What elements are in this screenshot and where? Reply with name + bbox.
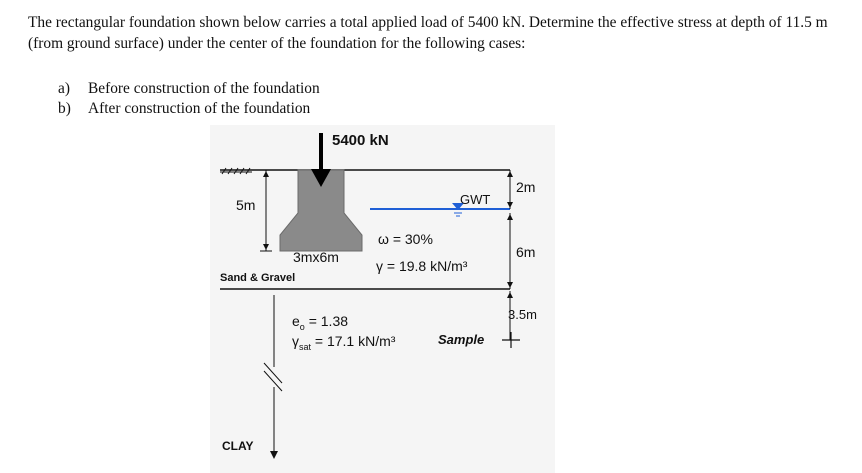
layer1-label: Sand & Gravel — [220, 272, 296, 284]
water-content-label: ω = 30% — [378, 231, 433, 247]
case-item-a — [58, 79, 320, 99]
sample-label: Sample — [438, 332, 485, 347]
case-list — [58, 79, 320, 119]
ground-hatch-icon — [220, 168, 252, 174]
axis-break-icon — [264, 363, 282, 383]
gamma-sat-subscript: sat — [299, 342, 312, 352]
void-ratio-symbol: e — [292, 313, 300, 329]
case-text: After construction of the foundation — [88, 100, 311, 117]
gamma-sat-label — [292, 333, 396, 352]
footing-size-label: 3mx6m — [293, 249, 339, 265]
problem-statement: The rectangular foundation shown below carries a total applied load of 5400 kN. Determine the effective stress at depth of 11.5 m (from ground surface) under the center of the foundation for the following cases: — [28, 14, 828, 52]
figure-drawing — [210, 125, 555, 473]
depth-3-5m-label: 3.5m — [508, 307, 537, 322]
case-item-b — [58, 99, 320, 119]
void-ratio-subscript: o — [299, 322, 305, 332]
void-ratio-value: = 1.38 — [304, 313, 349, 329]
unit-weight-label: γ = 19.8 kN/m³ — [376, 258, 468, 274]
depth-5m-label: 5m — [236, 197, 256, 213]
foundation-figure — [210, 125, 555, 473]
case-letter: b) — [58, 100, 71, 117]
depth-2m-label: 2m — [516, 179, 536, 195]
void-ratio-label — [292, 313, 349, 332]
layer2-label: CLAY — [222, 439, 254, 453]
depth-6m-label: 6m — [516, 244, 536, 260]
gamma-sat-value: = 17.1 kN/m³ — [311, 333, 396, 349]
load-label: 5400 kN — [332, 132, 389, 149]
gwt-label: GWT — [460, 192, 491, 207]
load-arrow-shaft — [319, 133, 323, 173]
case-letter: a) — [58, 80, 70, 97]
clay-arrow-icon — [270, 451, 278, 459]
gamma-sat-symbol: γ — [292, 333, 299, 349]
case-text: Before construction of the foundation — [88, 80, 320, 97]
